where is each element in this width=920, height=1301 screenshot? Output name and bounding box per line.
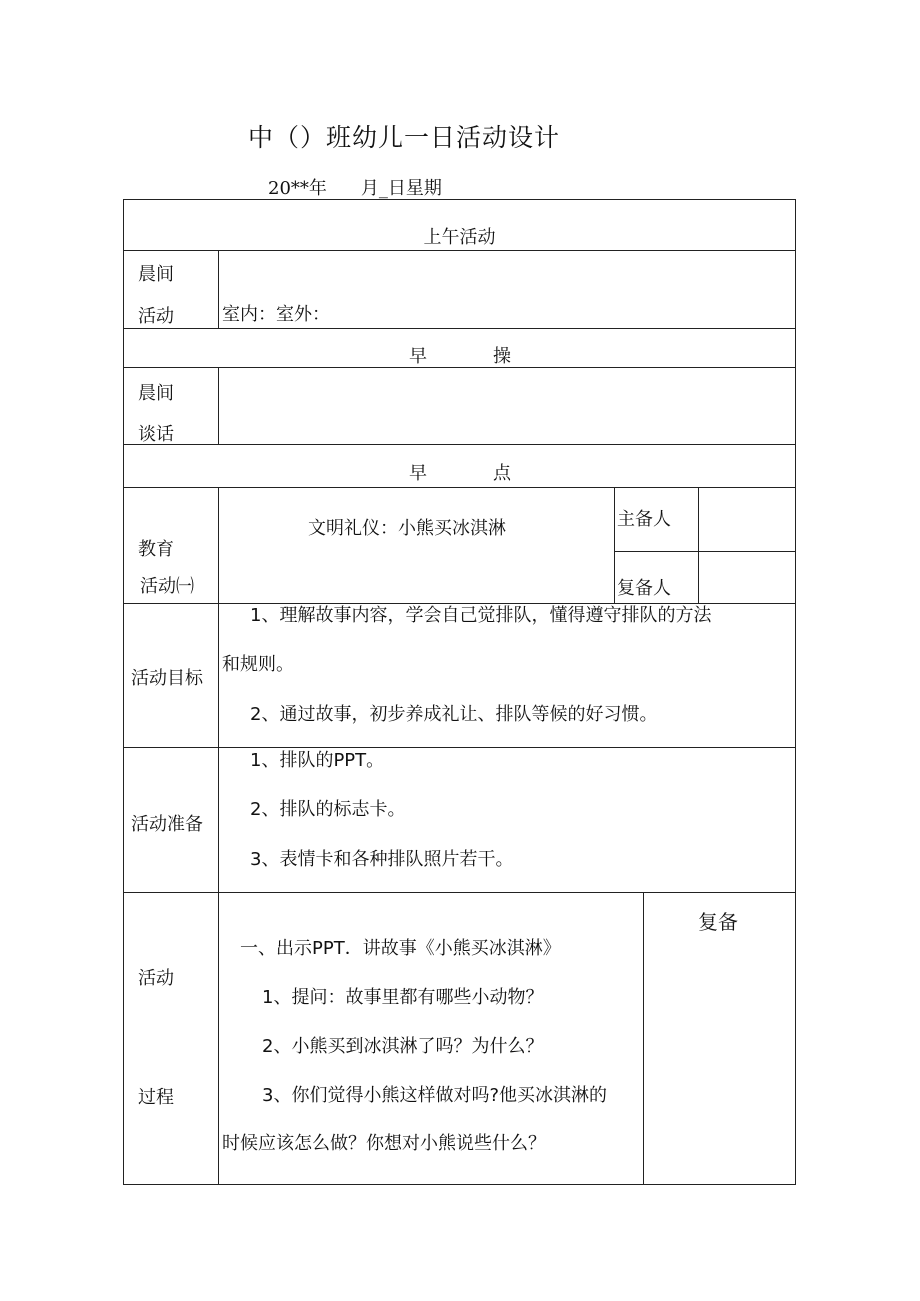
date-rest: 月_日星期 (360, 178, 442, 199)
morning-activity-label: 晨间 (138, 264, 174, 285)
row-divider (123, 250, 796, 251)
morning-talk-label-2: 谈话 (138, 424, 174, 445)
date-line (268, 174, 442, 200)
process-question-continued: 时候应该怎么做？你想对小熊说些什么？ (222, 1133, 546, 1154)
snack-label-b: 点 (493, 463, 511, 484)
row-divider (123, 444, 796, 445)
education-label-2: 活动㈠ (140, 576, 194, 597)
page-title: 中（）班幼儿一日活动设计 (247, 123, 560, 152)
col-divider (698, 487, 699, 603)
row-divider (123, 603, 796, 604)
goal-line-3: 2、通过故事，初步养成礼让、排队等候的好习惯。 (250, 704, 658, 725)
row-divider (123, 487, 796, 488)
review-label: 复备 (698, 910, 738, 934)
lead-preparer-label: 主备人 (617, 509, 671, 530)
col-divider (643, 892, 644, 1185)
process-question: 2、小熊买到冰淇淋了吗？为什么？ (262, 1036, 544, 1057)
col-divider (218, 487, 219, 1185)
exercise-label-a: 早 (409, 346, 427, 367)
preparation-item: 1、排队的PPT。 (250, 750, 385, 771)
preparer-divider (614, 551, 796, 552)
preparation-label: 活动准备 (131, 814, 203, 835)
process-question: 1、提问：故事里都有哪些小动物？ (262, 987, 544, 1008)
preparation-item: 3、表情卡和各种排队照片若干。 (250, 849, 514, 870)
process-question: 3、你们觉得小熊这样做对吗?他买冰淇淋的 (262, 1085, 608, 1106)
preparation-item: 2、排队的标志卡。 (250, 799, 406, 820)
snack-label-a: 早 (409, 463, 427, 484)
col-divider (218, 367, 219, 444)
education-label: 教育 (138, 539, 174, 560)
row-divider (123, 747, 796, 748)
section-title-morning: 上午活动 (423, 227, 496, 248)
morning-activity-label-2: 活动 (138, 306, 174, 327)
exercise-label-b: 操 (493, 346, 511, 367)
date-year: 20**年 (268, 178, 327, 199)
morning-talk-label: 晨间 (138, 383, 174, 404)
process-label-2: 过程 (138, 1087, 174, 1108)
process-label: 活动 (138, 968, 174, 989)
process-step-title: 一、出示PPT．讲故事《小熊买冰淇淋》 (240, 938, 561, 959)
co-preparer-label: 复备人 (617, 578, 671, 599)
education-topic: 文明礼仪：小熊买冰淇淋 (308, 518, 506, 539)
goal-line-1: 1、理解故事内容，学会自己觉排队，懂得遵守排队的方法 (250, 605, 712, 626)
morning-activity-content: 室内：室外： (222, 304, 330, 325)
col-divider (218, 250, 219, 328)
col-divider (614, 487, 615, 603)
row-divider (123, 892, 796, 893)
row-divider (123, 367, 796, 368)
goal-line-2: 和规则。 (222, 654, 294, 675)
row-divider (123, 328, 796, 329)
goals-label: 活动目标 (131, 668, 203, 689)
